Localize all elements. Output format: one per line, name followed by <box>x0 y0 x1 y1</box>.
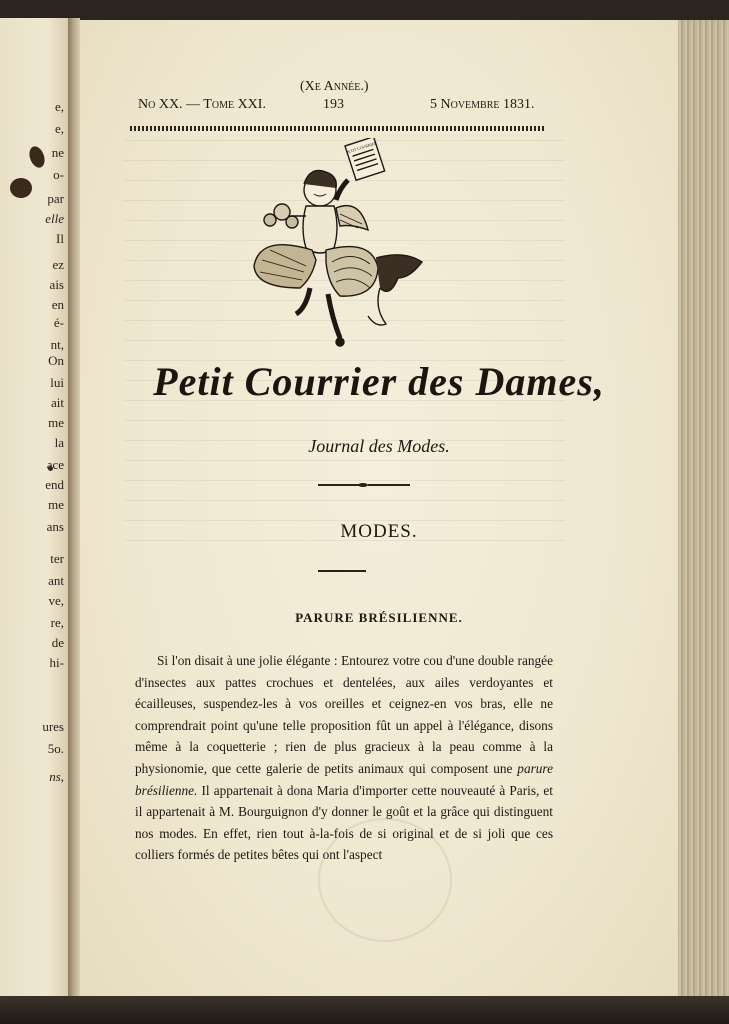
left-page-fragment: de <box>51 635 64 650</box>
left-page-fragment: me <box>48 497 64 512</box>
left-page-fragment: ez <box>52 257 64 272</box>
left-page-fragment: ans <box>46 519 64 534</box>
left-page-fragment: o- <box>53 167 64 182</box>
left-page-fragment: ter <box>50 551 64 566</box>
issue-date: 5 Novembre 1831. <box>430 97 535 112</box>
page-number: 193 <box>323 97 344 112</box>
issue-number: No XX. — Tome XXI. <box>138 97 266 112</box>
left-page-fragment: nt, <box>50 337 64 352</box>
left-page-fragment: lui <box>50 375 64 390</box>
book-gutter <box>68 18 80 998</box>
left-page-fragment: e, <box>54 99 64 114</box>
page-edges <box>678 20 729 996</box>
left-page-fragment: ve, <box>48 593 64 608</box>
left-page-fragment: par <box>47 191 64 206</box>
library-stamp <box>318 818 452 942</box>
left-page-fragment: elle <box>45 211 64 226</box>
ornament-dot <box>358 483 368 487</box>
left-page-fragment: ais <box>49 277 64 292</box>
left-page-fragment: re, <box>50 615 64 630</box>
masthead-subtitle: Journal des Modes. <box>308 436 450 456</box>
newspaper-text: PETIT COURRIER <box>345 140 378 155</box>
article-paragraph-rest: Il appartenait à dona Maria d'importer cette nouveauté à Paris, et il appartenait à M. Bourguignon d'y donner le goût et la grâce qui distinguent nos modes. En effet, rien tout à-la-fois de si original et de si joli que ces colliers formés de petites bêtes qui ont l'aspect <box>135 782 553 863</box>
annee-label: (Xe Année.) <box>300 79 369 94</box>
article-title: PARURE BRÉSILIENNE. <box>295 610 463 625</box>
left-page-fragment: ures <box>42 719 64 734</box>
ornament-rule <box>318 570 366 572</box>
left-page-fragment: ace <box>46 457 64 472</box>
left-page-fragment: é- <box>53 315 64 330</box>
left-page-fragment: me <box>48 415 64 430</box>
article-italic-phrase: parure brésilienne. <box>135 760 553 798</box>
masthead-title: Petit Courrier des Dames, <box>153 359 605 404</box>
ornament-rule <box>368 484 410 486</box>
section-title: MODES. <box>340 521 418 542</box>
left-page-fragment: On <box>48 353 64 368</box>
left-page-fragment: end <box>45 477 64 492</box>
ink-stain <box>27 144 48 169</box>
left-page-fragment: e, <box>54 121 64 136</box>
left-page-fragment: ne <box>51 145 64 160</box>
left-page-fragment: 5o. <box>47 741 64 756</box>
left-page-fragment: ns, <box>49 769 64 784</box>
ink-stain <box>10 178 32 198</box>
book-binding-edge <box>0 996 729 1024</box>
cherub-with-newspaper-icon <box>240 138 440 353</box>
left-page-fragment: Il <box>56 231 64 246</box>
left-page-fragment: hi- <box>49 655 64 670</box>
left-page-fragment: la <box>54 435 64 450</box>
header-rule <box>130 126 544 131</box>
left-page-fragment: ant <box>48 573 64 588</box>
ornament-rule <box>318 484 360 486</box>
article-paragraph: Si l'on disait à une jolie élégante : Entourez votre cou d'une double rangée d'insectes aux pattes crochues et dentelées, aux ailes verdoyantes et écailleuses, suspendez-les à vos oreilles et ceignez-en vos bras, elle ne comprendrait point qu'une telle proposition fût un appel à l'élégance, disons même à la coquetterie ; rien de plus gracieux à la peau comme à la physionomie, que cette galerie de petits animaux qui composent une <box>135 653 553 776</box>
left-page-fragment: en <box>51 297 64 312</box>
facing-page-fragment <box>0 18 68 998</box>
left-page-fragment: ait <box>51 395 64 410</box>
